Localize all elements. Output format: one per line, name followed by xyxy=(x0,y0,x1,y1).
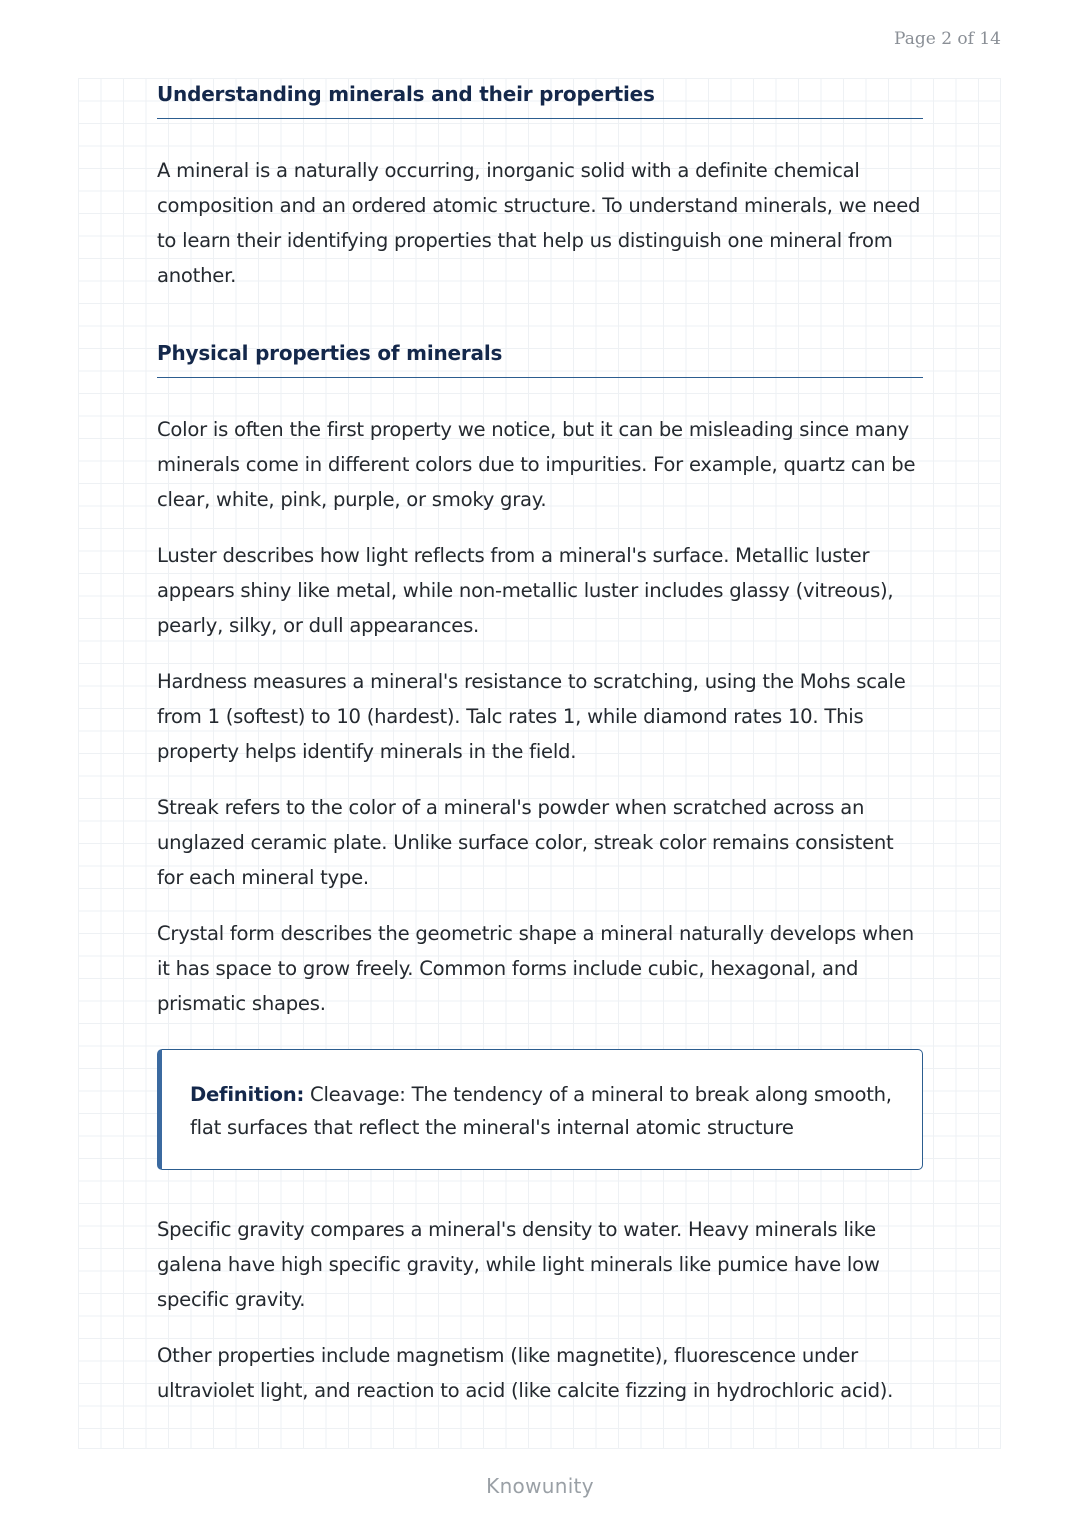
definition-body: Cleavage: The tendency of a mineral to break along smooth, flat surfaces that reflect the mineral's internal atomic structure xyxy=(190,1083,892,1139)
section-heading-intro: Understanding minerals and their properties xyxy=(157,80,923,119)
section-heading-physical: Physical properties of minerals xyxy=(157,339,923,378)
definition-callout xyxy=(157,1049,923,1170)
definition-text xyxy=(190,1078,892,1144)
property-paragraph-color: Color is often the first property we notice, but it can be misleading since many minerals come in different colors due to impurities. For example, quartz can be clear, white, pink, purple, or smoky gray. xyxy=(157,418,916,511)
property-paragraph-streak: Streak refers to the color of a mineral's powder when scratched across an unglazed ceramic plate. Unlike surface color, streak color remains consistent for each mineral type. xyxy=(157,796,894,889)
intro-paragraph: A mineral is a naturally occurring, inorganic solid with a definite chemical composition and an ordered atomic structure. To understand minerals, we need to learn their identifying properties that help us distinguish one mineral from another. xyxy=(157,159,921,287)
definition-label: Definition: xyxy=(190,1083,305,1106)
physical-heading-wrapper xyxy=(157,339,923,378)
property-paragraph-crystal-form: Crystal form describes the geometric shape a mineral naturally develops when it has space to grow freely. Common forms include cubic, hexagonal, and prismatic shapes. xyxy=(157,922,914,1015)
document-content xyxy=(157,80,923,1429)
property-paragraph-specific-gravity: Specific gravity compares a mineral's density to water. Heavy minerals like galena have high specific gravity, while light minerals like pumice have low specific gravity. xyxy=(157,1218,880,1311)
property-paragraph-luster: Luster describes how light reflects from a mineral's surface. Metallic luster appears shiny like metal, while non-metallic luster includes glassy (vitreous), pearly, silky, or dull appearances. xyxy=(157,544,894,637)
property-paragraph-hardness: Hardness measures a mineral's resistance to scratching, using the Mohs scale from 1 (softest) to 10 (hardest). Talc rates 1, while diamond rates 10. This property helps identify minerals in the field. xyxy=(157,670,906,763)
footer-brand: Knowunity xyxy=(486,1474,594,1498)
page-number: Page 2 of 14 xyxy=(894,29,1001,49)
property-paragraph-other: Other properties include magnetism (like magnetite), fluorescence under ultraviolet light, and reaction to acid (like calcite fizzing in hydrochloric acid). xyxy=(157,1344,894,1402)
